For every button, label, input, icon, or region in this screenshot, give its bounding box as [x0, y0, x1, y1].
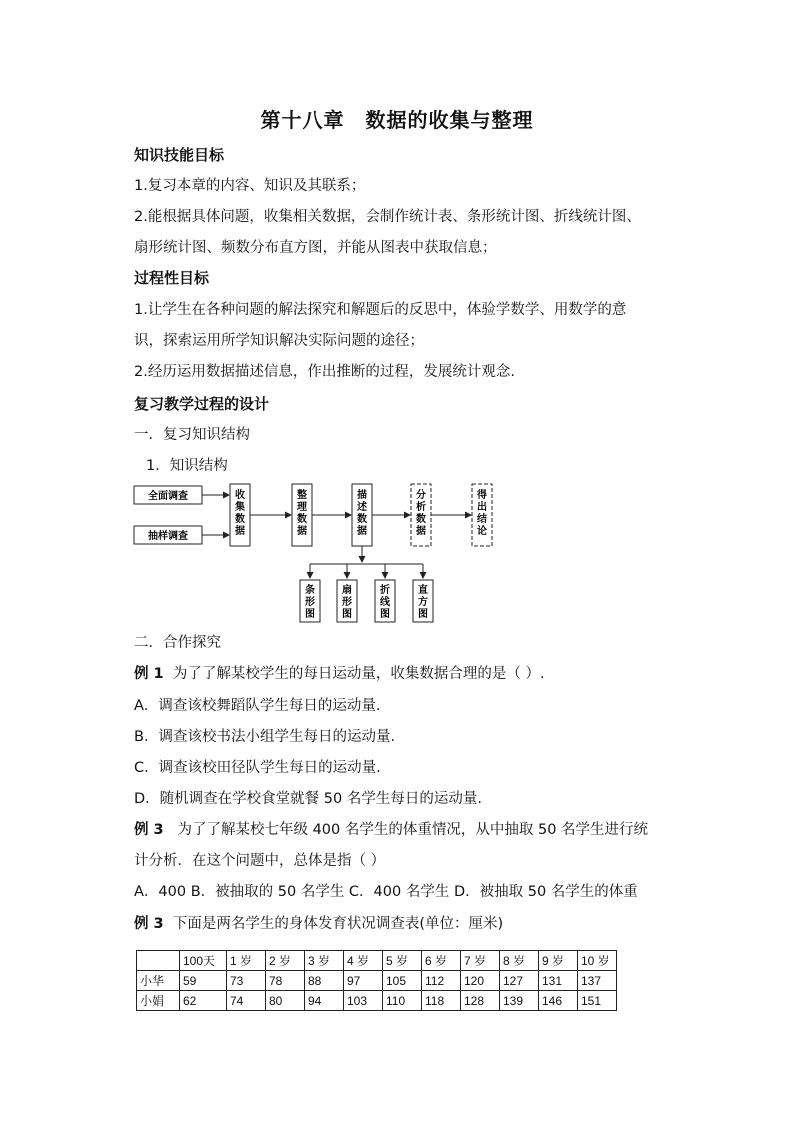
diagram-step-box: 得出结论: [477, 490, 487, 537]
table-header-cell: 3 岁: [305, 951, 344, 971]
table-cell: 105: [383, 971, 422, 991]
example-2-text: 为了了解某校七年级 400 名学生的体重情况，从中抽取 50 名学生进行统: [177, 822, 649, 838]
table-row: [137, 991, 617, 1011]
table-header-cell: 7 岁: [461, 951, 500, 971]
table-cell: 74: [227, 991, 266, 1011]
table-cell: 78: [266, 971, 305, 991]
diagram-chart-box: 条形图: [305, 585, 315, 620]
table-cell: 94: [305, 991, 344, 1011]
example-3-question: [134, 914, 503, 934]
diagram-step-box: 整理数据: [297, 490, 307, 537]
process-item-2: 2.经历运用数据描述信息，作出推断的过程，发展统计观念.: [134, 364, 515, 380]
diagram-step-box: 分析数据: [416, 490, 426, 537]
table-cell: 151: [578, 991, 617, 1011]
process-item-1-line1: 1.让学生在各种问题的解法探究和解题后的反思中，体验学数学、用数学的意: [134, 302, 627, 318]
example-1-option-a: A．调查该校舞蹈队学生每日的运动量.: [134, 698, 381, 714]
process-item-1-line2: 识，探索运用所学知识解决实际问题的途径；: [134, 333, 424, 349]
diagram-chart-box: 折线图: [380, 585, 390, 620]
table-cell: 73: [227, 971, 266, 991]
table-row: [137, 971, 617, 991]
table-cell: 137: [578, 971, 617, 991]
table-cell: 103: [344, 991, 383, 1011]
table-cell: 小华: [137, 971, 180, 991]
skill-item-2-line1: 2.能根据具体问题，收集相关数据，会制作统计表、条形统计图、折线统计图、: [134, 209, 641, 225]
part1-subheading: 1．知识结构: [146, 458, 228, 474]
example-2-question-line1: [134, 820, 648, 840]
table-cell: 97: [344, 971, 383, 991]
diagram-step-box: 收集数据: [235, 490, 245, 537]
table-cell: 120: [461, 971, 500, 991]
table-cell: 59: [180, 971, 227, 991]
example-2-question-line2: 计分析．在这个问题中，总体是指（ ）: [134, 853, 386, 869]
diagram-step-box: 描述数据: [357, 490, 367, 537]
skill-item-1: 1.复习本章的内容、知识及其联系；: [134, 178, 366, 194]
input-sample-survey: [134, 526, 202, 544]
example-2-label: 例 3: [134, 822, 164, 838]
input-full-survey: [134, 486, 202, 504]
table-cell: 80: [266, 991, 305, 1011]
table-header-cell: 6 岁: [422, 951, 461, 971]
example-1-text: 为了了解某校学生的每日运动量，收集数据合理的是（ ）.: [172, 666, 545, 682]
design-heading: 复习教学过程的设计: [134, 395, 270, 413]
table-cell: 146: [539, 991, 578, 1011]
table-header-cell: 10 岁: [578, 951, 617, 971]
knowledge-structure-diagram: [130, 478, 510, 626]
table-header-row: [137, 951, 617, 971]
table-cell: 127: [500, 971, 539, 991]
diagram-chart-box: 直方图: [418, 585, 428, 620]
example-1-option-c: C．调查该校田径队学生每日的运动量.: [134, 760, 381, 776]
skill-item-2-line2: 扇形统计图、频数分布直方图，并能从图表中获取信息；: [134, 240, 497, 256]
table-cell: 118: [422, 991, 461, 1011]
svg-text:抽样调查: 抽样调查: [148, 531, 188, 542]
svg-text:全面调查: 全面调查: [148, 491, 188, 502]
process-goal-heading: 过程性目标: [134, 269, 210, 287]
table-cell: 62: [180, 991, 227, 1011]
part2-heading: 二．合作探究: [134, 635, 221, 651]
table-cell: 112: [422, 971, 461, 991]
table-header-cell: 2 岁: [266, 951, 305, 971]
example-1-question: [134, 664, 545, 684]
part1-heading: 一．复习知识结构: [134, 427, 250, 443]
table-header-cell: [137, 951, 180, 971]
table-cell: 139: [500, 991, 539, 1011]
table-cell: 110: [383, 991, 422, 1011]
diagram-chart-box: 扇形图: [342, 585, 352, 620]
table-cell: 88: [305, 971, 344, 991]
example-1-label: 例 1: [134, 666, 164, 682]
table-cell: 小娟: [137, 991, 180, 1011]
example-2-options: A．400 B．被抽取的 50 名学生 C．400 名学生 D．被抽取 50 名学生的体重: [134, 884, 638, 900]
example-1-option-d: D．随机调查在学校食堂就餐 50 名学生每日的运动量.: [134, 791, 482, 807]
example-3-label: 例 3: [134, 916, 164, 932]
table-cell: 128: [461, 991, 500, 1011]
table-header-cell: 5 岁: [383, 951, 422, 971]
growth-survey-table: [136, 950, 617, 1011]
table-header-cell: 100天: [180, 951, 227, 971]
skill-goal-heading: 知识技能目标: [134, 146, 225, 164]
table-header-cell: 4 岁: [344, 951, 383, 971]
page-title: 第十八章 数据的收集与整理: [260, 108, 534, 132]
table-header-cell: 1 岁: [227, 951, 266, 971]
table-header-cell: 9 岁: [539, 951, 578, 971]
table-cell: 131: [539, 971, 578, 991]
example-1-option-b: B．调查该校书法小组学生每日的运动量.: [134, 729, 396, 745]
example-3-text: 下面是两名学生的身体发育状况调查表(单位：厘米): [172, 916, 504, 932]
table-header-cell: 8 岁: [500, 951, 539, 971]
